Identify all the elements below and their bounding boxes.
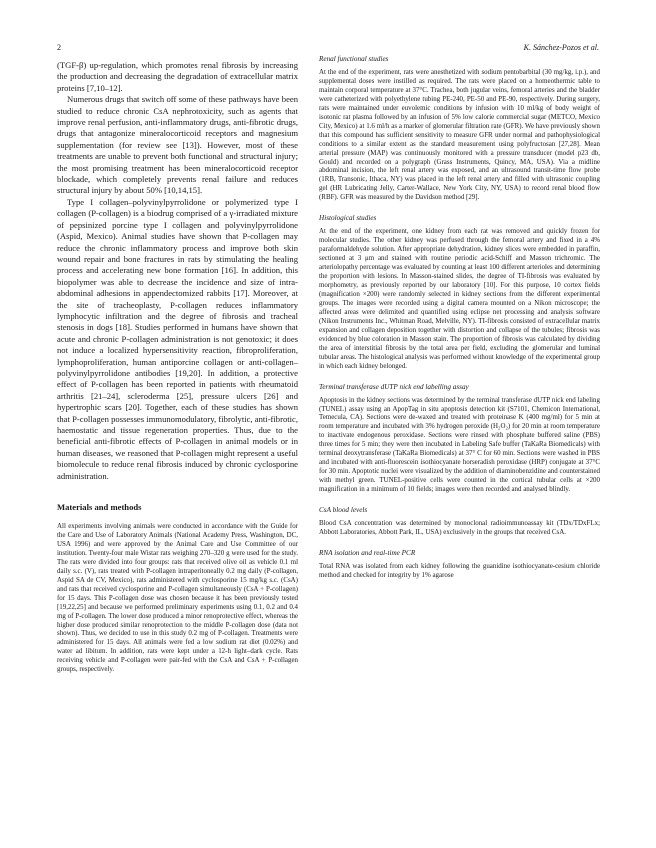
section-heading-histological: Histological studies xyxy=(319,214,377,223)
methods-paragraph: All experiments involving animals were conducted in accordance with the Guide for the Care and Use of Laboratory Animals (National Academy Press, Washington, DC, USA 1996) and were approved by the Animal Care and Use Committee of our institution. Twenty-four male Wistar rats weighing 270–320 g were used for the study. The rats were divided into four groups: rats that received olive oil as vehicle 0.1 ml daily s.c. (V), rats treated with P-collagen intraperitoneally 0.2 mg daily (P-collagen, Aspid SA de CV, Mexico), rats administered with cyclosporine 15 mg/kg s.c. (CsA) and rats that received cyclosporine and P-collagen simultaneously (CsA + P-collagen) for 15 days. This P-collagen dose was chosen because it has been previously tested [19,22,25] and because we performed preliminary experiments using 0.1, 0.2 and 0.4 mg of P-collagen. The lower dose produced a minor renoprotective effect, whereas the higher dose produced similar renoprotection to the middle P-collagen dose (data not shown). Thus, we decided to use in this study 0.2 mg of P-collagen. Treatments were administered for 15 days. All animals were fed a low sodium rat diet (0.02%) and water ad libitum. In addition, rats were kept under a 12-h light–dark cycle. Rats receiving vehicle and P-collagen were pair-fed with the CsA and CsA + P-collagen groups, respectively. xyxy=(57,522,298,674)
section-heading-csa-blood: CsA blood levels xyxy=(319,506,368,515)
section-heading-tunel: Terminal transferase dUTP nick end labelling assay xyxy=(319,382,469,391)
section-text-histological: At the end of the experiment, one kidney from each rat was removed and quickly frozen for molecular studies. The other kidney was perfused through the femoral artery and fixed in a 4% paraformaldehyde solution. After appropriate dehydration, kidney slices were embedded in paraffin, sectioned at 3 μm and stained with routine periodic acid-Schiff and Masson trichromic. The arteriolopathy percentage was evaluated by counting at least 100 different arterioles and determining the proportion with lesions. In Masson-stained slides, the degree of TI-fibrosis was evaluated by morphometry, as previously reported by our laboratory [10]. For this purpose, 10 cortex fields (magnification ×200) were randomly selected in kidney sections from the different experimental groups. The images were recorded using a digital camera mounted on a Nikon microscope; the affected areas were delimited and quantified using eclipse net processing and analysis software (Nikon Instruments Inc., Whitman Road, Melville, NY). TI-fibrosis consisted of extracellular matrix expansion and collagen deposition together with distortion and collapse of the tubules; fibrosis was evidenced by blue coloration in Masson stain. The proportion of fibrosis was calculated by dividing the area of interstitial fibrosis by the total area per field, excluding the glomerular and luminal tubular areas. The histological analysis was performed without knowledge of the experimental group in which each kidney belonged. xyxy=(319,227,600,370)
section-heading-rna-pcr: RNA isolation and real-time PCR xyxy=(319,548,416,557)
left-column xyxy=(57,60,298,674)
running-head: K. Sánchez-Pozos et al. xyxy=(523,43,599,52)
intro-paragraph-2: Numerous drugs that switch off some of these pathways have been studied to reduce chronic CsA nephrotoxicity, such as agents that improve renal perfusion, anti-inflammatory drugs, anti-fibrotic drugs, drugs that antagonize mineralocorticoid receptors and magnesium supplementation (for review see [13]). However, most of these treatments are unable to prevent both functional and structural injury; the most promising treatment has been mineralocorticoid receptor blockade, which completely prevents renal failure and reduces structural injury by about 50% [10,14,15]. xyxy=(57,94,298,196)
page-number: 2 xyxy=(57,43,61,52)
section-text-tunel: Apoptosis in the kidney sections was determined by the terminal transferase dUTP nick end labeling (TUNEL) assay using an ApopTag in situ apoptosis detection kit (S7101, Chemicon International, Temecula, CA). Sections were de-waxed and treated with proteinase K (400 mg/ml) for 5 min at room temperature and incubated with 3% hydrogen peroxide (H₂O₂) for 20 min at room temperature to inactivate endogenous peroxidase. Sections were rinsed with phosphate buffered saline (PBS) three times for 5 min; they were then incubated in Labeling Safe buffer (TaKaRa Biomedicals) with terminal deoxytransferase (TaKaRa Biomedicals) at 37° C for 60 min. Sections were washed in PBS and incubated with anti-fluorescein isothiocyanate horseradish peroxidase (HRP) conjugate at 37°C for 30 min. Apoptotic nuclei were visualized by the addition of diaminobenzidine and counterstained with methyl green. TUNEL-positive cells were counted in the cortical tubular cells at ×200 magnification in a minimum of 10 fields; images were then recorded and analysed blindly. xyxy=(319,395,600,494)
intro-paragraph-3: Type I collagen–polyvinylpyrrolidone or polymerized type I collagen (P-collagen) is a biodrug comprised of a γ-irradiated mixture of pepsinized porcine type I collagen and polyvinylpyrrolidone (Aspid, Mexico). Animal studies have shown that P-collagen may reduce the chronic inflammatory process and improve both skin wound repair and bone fractures in rats by stimulating the healing process and accelerating new bone formation [16]. In addition, this biopolymer was able to decrease the incidence and size of intra-abdominal adhesions in appendectomized rabbits [17]. Moreover, at the site of tracheoplasty, P-collagen reduces inflammatory lymphocytic infiltration and the degree of fibrosis and tracheal stenosis in dogs [18]. Studies performed in humans have shown that acute and chronic P-collagen administration is not genotoxic; it does not induce a localized hypersensitivity reaction, fibroproliferation, lymphoproliferation, human antiporcine collagen or anti-collagen–polyvinylpyrrolidone antibodies [19,20]. In addition, a protective effect of P-collagen has been reported in patients with rheumatoid arthritis [21–24], scleroderma [25], pressure ulcers [26] and hypertrophic scars [20]. Together, each of these studies has shown that P-collagen possesses immunomodulatory, fibrolytic, anti-fibrotic, haemostatic and tissue regeneration properties. Thus, due to the beneficial anti-fibrotic effects of P-collagen in animal models or in human diseases, we reasoned that P-collagen might represent a useful biomolecule to reduce renal fibrosis induced by chronic cyclosporine administration. xyxy=(57,196,298,481)
intro-paragraph-1: (TGF-β) up-regulation, which promotes renal fibrosis by increasing the production and decreasing the degradation of extracellular matrix proteins [7,10–12]. xyxy=(57,60,298,93)
section-text-renal-functional: At the end of the experiment, rats were anesthetized with sodium pentobarbital (30 mg/kg, i.p.), and supplemental doses were instilled as required. The rats were placed on a homeothermic table to maintain corporal temperature at 37°C. Trachea, both jugular veins, femoral arteries and the bladder were catheterized with polyethylene tubing PE-240, PE-50 and PE-90, respectively. During surgery, rats were maintained under euvolemic conditions by infusion with 10 ml/kg of body weight of isotonic rat plasma followed by an infusion of 5% low calorie commercial sugar (METCO, Mexico City, Mexico) at 1.6 ml/h as a marker of glomerular filtration rate (GFR). We have previously shown that this compound has sufficient sensitivity to measure GFR under normal and pathophysiological conditions to a similar extent as the standard measurement using polyfructosan [27,28]. Mean arterial pressure (MAP) was continuously monitored with a pressure transducer (model p23 db, Gould) and recorded on a polygraph (Grass Instruments, Quincy, MA, USA). Via a midline abdominal incision, the left renal artery was exposed, and an ultrasound transit-time flow probe (1RB, Transonic, Ithaca, NY) was placed in the left renal artery and filled with ultrasonic coupling gel (HR Lubricating Jelly, Carter-Wallace, New York City, NY, USA) to record renal blood flow (RBF). GFR was measured by the Davidson method [29]. xyxy=(319,68,600,202)
section-text-csa-blood: Blood CsA concentration was determined by monoclonal radioimmunoassay kit (TDx/TDxFLx; Abbott Laboratories, Abbott Park, IL, USA) exclusively in the groups that received CsA. xyxy=(319,519,600,536)
section-heading-renal-functional: Renal functional studies xyxy=(319,55,389,63)
methods-heading: Materials and methods xyxy=(57,502,142,513)
right-column xyxy=(319,55,600,580)
section-text-rna-pcr: Total RNA was isolated from each kidney following the guanidine isothiocyanate-cesium chloride method and checked for integrity by 1% agarose xyxy=(319,561,600,579)
